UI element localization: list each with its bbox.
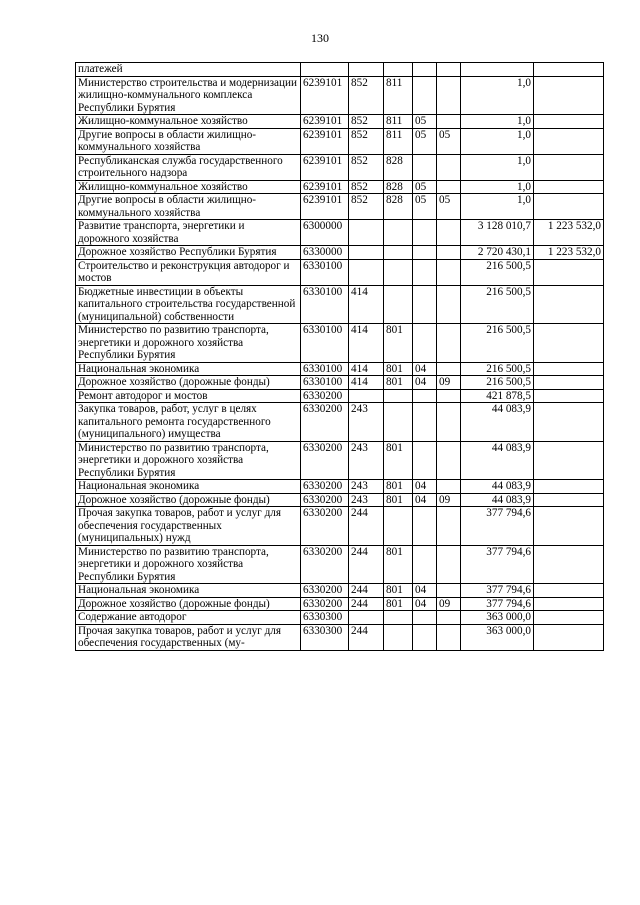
table-row [76,362,604,376]
cell-section [413,507,437,546]
cell-subsection [437,220,461,246]
cell-expense-type: 243 [349,403,384,442]
cell-name: Закупка товаров, работ, услуг в целях капитального ремонта государственного (муниципального) имущества [76,403,301,442]
cell-target-article: 6330100 [301,324,349,363]
cell-amount: 216 500,5 [461,259,534,285]
cell-amount-2 [534,154,604,180]
cell-amount-2 [534,611,604,625]
cell-expense-type: 243 [349,441,384,480]
cell-ministry-code [384,220,413,246]
table-row [76,154,604,180]
cell-expense-type [349,220,384,246]
cell-expense-type: 852 [349,180,384,194]
cell-subsection [437,246,461,260]
table-row [76,128,604,154]
cell-ministry-code: 801 [384,480,413,494]
table-row [76,584,604,598]
cell-name: Министерство по развитию транспорта, энергетики и дорожного хозяйства Республики Бурятия [76,324,301,363]
cell-target-article: 6330200 [301,493,349,507]
table-row [76,403,604,442]
cell-amount: 377 794,6 [461,545,534,584]
cell-target-article: 6330200 [301,597,349,611]
table-row [76,115,604,129]
cell-ministry-code: 811 [384,115,413,129]
cell-name: Национальная экономика [76,480,301,494]
table-row [76,63,604,77]
cell-expense-type: 852 [349,154,384,180]
cell-amount-2 [534,63,604,77]
cell-amount: 216 500,5 [461,376,534,390]
cell-section: 04 [413,376,437,390]
cell-amount: 1,0 [461,76,534,115]
cell-amount-2 [534,194,604,220]
cell-ministry-code: 801 [384,493,413,507]
cell-expense-type: 852 [349,115,384,129]
cell-target-article: 6239101 [301,115,349,129]
cell-amount-2 [534,128,604,154]
cell-name: Министерство по развитию транспорта, энергетики и дорожного хозяйства Республики Бурятия [76,441,301,480]
cell-ministry-code [384,403,413,442]
table-row [76,220,604,246]
cell-subsection [437,76,461,115]
cell-name: Ремонт автодорог и мостов [76,389,301,403]
cell-expense-type: 243 [349,493,384,507]
cell-ministry-code [384,611,413,625]
cell-subsection: 09 [437,493,461,507]
table-row [76,624,604,650]
cell-target-article: 6239101 [301,154,349,180]
cell-target-article: 6330100 [301,376,349,390]
table-row [76,376,604,390]
cell-amount-2 [534,545,604,584]
cell-subsection [437,285,461,324]
cell-amount-2 [534,507,604,546]
table-row [76,246,604,260]
cell-subsection [437,324,461,363]
cell-target-article: 6330200 [301,480,349,494]
cell-expense-type [349,246,384,260]
cell-amount-2 [534,597,604,611]
table-row [76,389,604,403]
table-row [76,194,604,220]
cell-section [413,545,437,584]
cell-amount: 1,0 [461,194,534,220]
cell-expense-type: 244 [349,584,384,598]
cell-section: 05 [413,115,437,129]
cell-amount-2 [534,493,604,507]
cell-section [413,76,437,115]
cell-target-article: 6330300 [301,624,349,650]
cell-expense-type: 244 [349,507,384,546]
cell-amount: 3 128 010,7 [461,220,534,246]
cell-ministry-code: 801 [384,362,413,376]
cell-target-article: 6330100 [301,259,349,285]
cell-expense-type [349,259,384,285]
cell-target-article [301,63,349,77]
table-row [76,180,604,194]
cell-amount: 1,0 [461,180,534,194]
table-row [76,76,604,115]
cell-section [413,259,437,285]
cell-ministry-code [384,63,413,77]
cell-amount: 44 083,9 [461,403,534,442]
cell-name: Дорожное хозяйство (дорожные фонды) [76,597,301,611]
cell-target-article: 6239101 [301,194,349,220]
cell-section [413,624,437,650]
cell-amount-2: 1 223 532,0 [534,246,604,260]
cell-subsection [437,480,461,494]
cell-expense-type: 414 [349,376,384,390]
cell-subsection [437,389,461,403]
cell-target-article: 6330200 [301,584,349,598]
cell-amount: 377 794,6 [461,584,534,598]
table-row [76,285,604,324]
cell-target-article: 6330200 [301,403,349,442]
cell-name: Министерство по развитию транспорта, энергетики и дорожного хозяйства Республики Бурятия [76,545,301,584]
cell-ministry-code [384,507,413,546]
cell-section [413,220,437,246]
cell-name: Содержание автодорог [76,611,301,625]
cell-amount: 1,0 [461,154,534,180]
cell-section [413,246,437,260]
cell-name: Бюджетные инвестиции в объекты капитального строительства государственной (муниципальной) собственности [76,285,301,324]
cell-expense-type [349,389,384,403]
cell-expense-type: 244 [349,545,384,584]
cell-section [413,63,437,77]
cell-section: 05 [413,180,437,194]
cell-section [413,389,437,403]
cell-name: Прочая закупка товаров, работ и услуг для обеспечения государственных (муниципальных) нужд [76,507,301,546]
cell-amount-2 [534,624,604,650]
cell-name: Прочая закупка товаров, работ и услуг для обеспечения государственных (му- [76,624,301,650]
cell-amount-2 [534,259,604,285]
cell-name: платежей [76,63,301,77]
cell-expense-type: 243 [349,480,384,494]
cell-amount: 44 083,9 [461,441,534,480]
cell-name: Другие вопросы в области жилищно-коммунального хозяйства [76,128,301,154]
cell-amount [461,63,534,77]
cell-ministry-code: 828 [384,154,413,180]
cell-subsection [437,154,461,180]
cell-name: Республиканская служба государственного строительного надзора [76,154,301,180]
cell-amount: 216 500,5 [461,324,534,363]
cell-ministry-code: 828 [384,180,413,194]
cell-name: Национальная экономика [76,584,301,598]
cell-subsection [437,259,461,285]
cell-section: 04 [413,362,437,376]
cell-section [413,324,437,363]
cell-amount-2 [534,115,604,129]
cell-target-article: 6300000 [301,220,349,246]
cell-target-article: 6330100 [301,285,349,324]
cell-amount-2 [534,480,604,494]
cell-amount: 377 794,6 [461,507,534,546]
table-row [76,441,604,480]
cell-amount: 216 500,5 [461,362,534,376]
cell-section: 05 [413,194,437,220]
table-row [76,611,604,625]
cell-ministry-code [384,285,413,324]
cell-ministry-code [384,246,413,260]
cell-amount-2 [534,324,604,363]
cell-ministry-code: 801 [384,597,413,611]
table-row [76,507,604,546]
cell-subsection: 05 [437,194,461,220]
cell-name: Дорожное хозяйство Республики Бурятия [76,246,301,260]
cell-ministry-code [384,259,413,285]
cell-section [413,611,437,625]
cell-ministry-code: 801 [384,545,413,584]
cell-expense-type: 244 [349,597,384,611]
cell-amount: 44 083,9 [461,493,534,507]
cell-expense-type: 414 [349,362,384,376]
cell-subsection [437,115,461,129]
cell-target-article: 6330300 [301,611,349,625]
cell-amount: 363 000,0 [461,611,534,625]
cell-amount: 216 500,5 [461,285,534,324]
cell-ministry-code [384,389,413,403]
cell-expense-type: 414 [349,324,384,363]
cell-amount-2 [534,376,604,390]
cell-amount: 363 000,0 [461,624,534,650]
cell-ministry-code: 801 [384,324,413,363]
cell-section: 04 [413,584,437,598]
cell-amount: 377 794,6 [461,597,534,611]
cell-section [413,441,437,480]
cell-subsection: 09 [437,376,461,390]
cell-ministry-code: 801 [384,584,413,598]
cell-target-article: 6239101 [301,180,349,194]
cell-subsection [437,441,461,480]
table-body [76,63,604,651]
page-number: 130 [311,31,329,45]
cell-amount-2 [534,403,604,442]
cell-expense-type [349,611,384,625]
cell-amount-2 [534,180,604,194]
cell-name: Развитие транспорта, энергетики и дорожного хозяйства [76,220,301,246]
cell-expense-type: 414 [349,285,384,324]
cell-expense-type: 244 [349,624,384,650]
cell-target-article: 6330200 [301,507,349,546]
budget-table [75,62,604,651]
cell-amount-2: 1 223 532,0 [534,220,604,246]
cell-subsection [437,403,461,442]
cell-amount: 44 083,9 [461,480,534,494]
cell-ministry-code: 828 [384,194,413,220]
cell-name: Министерство строительства и модернизации жилищно-коммунального комплекса Республики Бурятия [76,76,301,115]
cell-section [413,403,437,442]
cell-name: Строительство и реконструкция автодорог и мостов [76,259,301,285]
cell-expense-type: 852 [349,76,384,115]
cell-section [413,154,437,180]
table-row [76,480,604,494]
cell-target-article: 6330200 [301,441,349,480]
cell-amount: 1,0 [461,115,534,129]
cell-amount-2 [534,362,604,376]
table-row [76,259,604,285]
cell-expense-type: 852 [349,194,384,220]
cell-name: Дорожное хозяйство (дорожные фонды) [76,376,301,390]
cell-ministry-code: 811 [384,128,413,154]
cell-amount-2 [534,441,604,480]
cell-amount-2 [534,285,604,324]
cell-subsection [437,545,461,584]
cell-subsection [437,180,461,194]
cell-subsection [437,611,461,625]
cell-target-article: 6330200 [301,545,349,584]
cell-subsection [437,63,461,77]
cell-expense-type: 852 [349,128,384,154]
cell-ministry-code: 801 [384,441,413,480]
cell-ministry-code [384,624,413,650]
cell-subsection [437,624,461,650]
cell-section: 05 [413,128,437,154]
cell-name: Жилищно-коммунальное хозяйство [76,180,301,194]
cell-target-article: 6330000 [301,246,349,260]
cell-amount: 2 720 430,1 [461,246,534,260]
table-row [76,545,604,584]
cell-subsection [437,584,461,598]
table-row [76,324,604,363]
cell-section [413,285,437,324]
cell-amount-2 [534,584,604,598]
cell-ministry-code: 811 [384,76,413,115]
cell-subsection: 09 [437,597,461,611]
cell-target-article: 6330100 [301,362,349,376]
cell-amount-2 [534,76,604,115]
cell-amount: 421 878,5 [461,389,534,403]
cell-section: 04 [413,493,437,507]
cell-amount-2 [534,389,604,403]
cell-subsection: 05 [437,128,461,154]
cell-section: 04 [413,597,437,611]
cell-amount: 1,0 [461,128,534,154]
cell-target-article: 6239101 [301,128,349,154]
cell-name: Другие вопросы в области жилищно-коммунального хозяйства [76,194,301,220]
cell-ministry-code: 801 [384,376,413,390]
cell-name: Дорожное хозяйство (дорожные фонды) [76,493,301,507]
cell-target-article: 6330200 [301,389,349,403]
cell-name: Национальная экономика [76,362,301,376]
cell-section: 04 [413,480,437,494]
cell-expense-type [349,63,384,77]
cell-name: Жилищно-коммунальное хозяйство [76,115,301,129]
cell-subsection [437,507,461,546]
cell-target-article: 6239101 [301,76,349,115]
cell-subsection [437,362,461,376]
table-row [76,493,604,507]
table-row [76,597,604,611]
